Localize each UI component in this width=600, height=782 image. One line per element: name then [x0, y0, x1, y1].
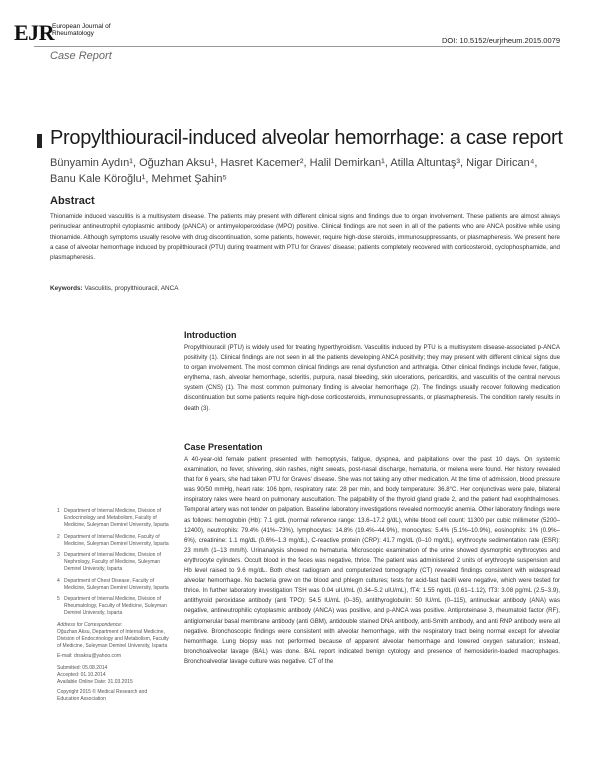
correspondence-text: Oğuzhan Aksu, Department of Internal Medicine, Division of Endocrinology and Metabolism, Faculty of Medicine, Suleyman Demirel University, Isparta: [57, 628, 169, 650]
keywords-text: Vasculitis, propylthiouracil, ANCA: [84, 285, 179, 292]
affiliation-item: [57, 578, 170, 592]
accepted-date: Accepted: 01.10.2014: [57, 671, 106, 678]
doi[interactable]: DOI: 10.5152/eurjrheum.2015.0079: [442, 36, 560, 45]
affiliation-text: Department of Internal Medicine, Faculty of Medicine, Suleyman Demirel University, Isparta: [64, 533, 169, 547]
case-presentation-text: A 40-year-old female patient presented with hemoptysis, fatigue, dyspnea, and palpitations over the past 10 days. On systemic examination, no fever, shivering, skin rashes, night sweats, post-nasal discharge, hematuria, or melena were found. Her history revealed that for 6 years, she had taken PTU for Graves' disease. She was not taking any other medication. At the time of admission, blood pressure was 90/50 mmHg, heart rate: 106 bpm, respiratory rate: 28 per min, and body temperature: 36.8°C. Her conjunctivas were pale, bilateral inspiratory rales were heard on pulmonary auscultation. The palpability of the thyroid gland grade 2, and the patient had exophthalmoses. Temporal artery was not tender on palpation. Baseline laboratory investigations revealed normocytic anemia. Other laboratory findings were as follows: hemoglobin (Hb): 7.1 g/dL (normal reference range: 13.6–17.2 g/dL), white blood cell count: 11300 per cubic millimeter (5200–12400), neutrophils: 79.4% (41%–73%), lymphocytes: 14.8% (19.4%–44.9%), monocytes: 5.4% (5.1%–10.9%), eosinophils: 1% (0.9%–6%), creatinine: 1.1 mg/dL (0.6%–1.3 mg/dL), C-reactive protein (CRP): 41.7 mg/dL (0–10 mg/dL), erythrocyte sedimentation rate (ESR): 23 mm/h (1–13 mm/h). Urinanalysis showed no hematuria. Microscopic examination of the urine showed dysmorphic erythrocytes and erythrocyte cylinders. Occult blood in the feces was negative, thrice. The patient was administered 2 units of erythrocyte suspension and Hb level raised to 9.6 mg/dL. Both chest radiogram and computerized tomography (CT) revealed findings consistent with widespread alveolar hemorrhage. No bacteria grew on the blood and phlegm cultures; tests for acid-fast bacilli were negative, which were tested for thrice. In further laboratory investigation TSH was 0.04 uIU/mL (0.34–5.2 uIU/mL), fT4: 1.55 ng/dL (0.61–1.12), fT3: 3.08 pg/mL (2.5–3.9), antithyroid peroxidase antibody (anti TPO): 54.5 IU/mL (0–35), antithyroglobulin: 50 IU/mL (0–115), antinuclear antibody (ANA) was negative, antineutrophilic cytoplasmic antibody (ANCA) was positive, and p-ANCA was positive. Antiproteinase 3, rheumatoid factor (RF), antiglomerular basal membrane antibody (anti GBM), antidouble stained DNA antibody, anti-Smith antibody, and anti RNP antibody were all negative. Bronchoscopic findings were consistent with alveolar hemorrhage, with the respiratory tract being normal except for alveolar hemorrhage. Lung biopsy was not performed because of apparent alveolar hemorrhage and lowered oxygen saturation; instead, bronchoalveolar lavage (BAL) was done. BAL report indicated benign cytology and presence of hemosiderin-loaded macrophages. Bronchoalveolar lavage culture was negative. CT of the: [184, 456, 560, 665]
journal-abbreviation: EJR: [14, 20, 55, 45]
affiliation-item: [57, 596, 170, 618]
affiliation-text: Department of Internal Medicine, Division of Nephrology, Faculty of Medicine, Suleyman Demirel University, Isparta: [64, 552, 161, 573]
affiliation-text: Department of Chest Disease, Faculty of Medicine, Suleyman Demirel University, Isparta: [64, 577, 169, 591]
introduction-text: Propylthiouracil (PTU) is widely used for treating hyperthyroidism. Vasculitis induced by PTU is a multisystem disease-associated p-ANCA positivity (1). Clinical findings are not seen in all the patients developing ANCA positivity; they may present with different clinical signs due to organ involvement. The most common clinical findings are renal dysfunction and arthralgia. Other clinical findings include fever, fatigue, erythema, rash, alveolar hemorrhage, scleritis, purpura, nasal bleeding, skin ulcerations, pericarditis, and vasculitis of the central nervous system (CNS) (1). The most common pulmonary finding is alveolar hemorrhage (2). The findings usually recover following medication discontinuation but some patients require high-dose corticosteroids, immunosupressants, or plasmapheresis. The condition rarely results in death (3).: [184, 344, 560, 412]
correspondence-email[interactable]: E-mail: drsaksu@yahoo.com: [57, 653, 121, 660]
affiliation-item: [57, 552, 170, 574]
affiliation-number: 5: [57, 596, 60, 603]
affiliations-sidebar: [57, 508, 170, 704]
journal-name: European Journal of Rheumatology: [52, 23, 111, 37]
header-divider: [34, 46, 560, 47]
affiliation-text: Department of Internal Medicine, Division of Rheumatology, Faculty of Medicine, Suleyman Demirel University, Isparta: [64, 596, 167, 617]
title-marker: [37, 134, 42, 148]
affiliation-number: 3: [57, 552, 60, 559]
abstract-text: Thionamide induced vasculitis is a multisystem disease. The patients may present with different clinical signs and findings due to organ involvement. These patients are almost always perinuclear antineutrophil cytoplasmic antibody (pANCA) or antimyeloperoxidase (MPO) positive. Clinical findings are not seen in all of the patients who are ANCA positive while using thionamide. Although symptoms usually resolve with drug discontinuation, some patients, however, require high-dose steroids, immunosuppressants, or plasmapheresis. We present here a case of alveolar hemorrhage induced by propilthiouracil (PTU) during treatment with PTU for Graves' disease; patients completely recovered with corticosteroid, cyclophosphamide, and plasmapheresis.: [50, 213, 560, 262]
keywords-label: Keywords:: [50, 285, 83, 292]
correspondence-heading: Address for Correspondence:: [57, 621, 123, 628]
copyright: Copyright 2015 © Medical Research and Education Association: [57, 689, 148, 703]
affiliation-text: Department of Internal Medicine, Division of Endocrinology and Metabolism, Faculty of Medicine, Suleyman Demirel University, Isparta: [64, 508, 169, 529]
article-dates: [57, 665, 170, 687]
section-label: Case Report: [50, 50, 112, 62]
article-title: Propylthiouracil-induced alveolar hemorrhage: a case report: [50, 127, 563, 149]
submitted-date: Submitted: 05.08.2014: [57, 664, 108, 671]
case-presentation-heading: Case Presentation: [184, 442, 263, 452]
affiliation-number: 4: [57, 577, 60, 584]
affiliation-item: [57, 534, 170, 548]
keywords: [50, 285, 560, 292]
author-list: Bünyamin Aydın¹, Oğuzhan Aksu¹, Hasret Kacemer², Halil Demirkan¹, Atilla Altuntaş³, Nigar Dirican⁴, Banu Kale Köroğlu¹, Mehmet Şahin⁵: [50, 157, 538, 185]
affiliation-item: [57, 508, 170, 530]
online-date: Available Online Date: 31.03.2015: [57, 679, 133, 686]
affiliation-number: 1: [57, 508, 60, 514]
abstract-heading: Abstract: [50, 195, 95, 207]
affiliation-number: 2: [57, 533, 60, 540]
introduction-heading: Introduction: [184, 330, 237, 340]
